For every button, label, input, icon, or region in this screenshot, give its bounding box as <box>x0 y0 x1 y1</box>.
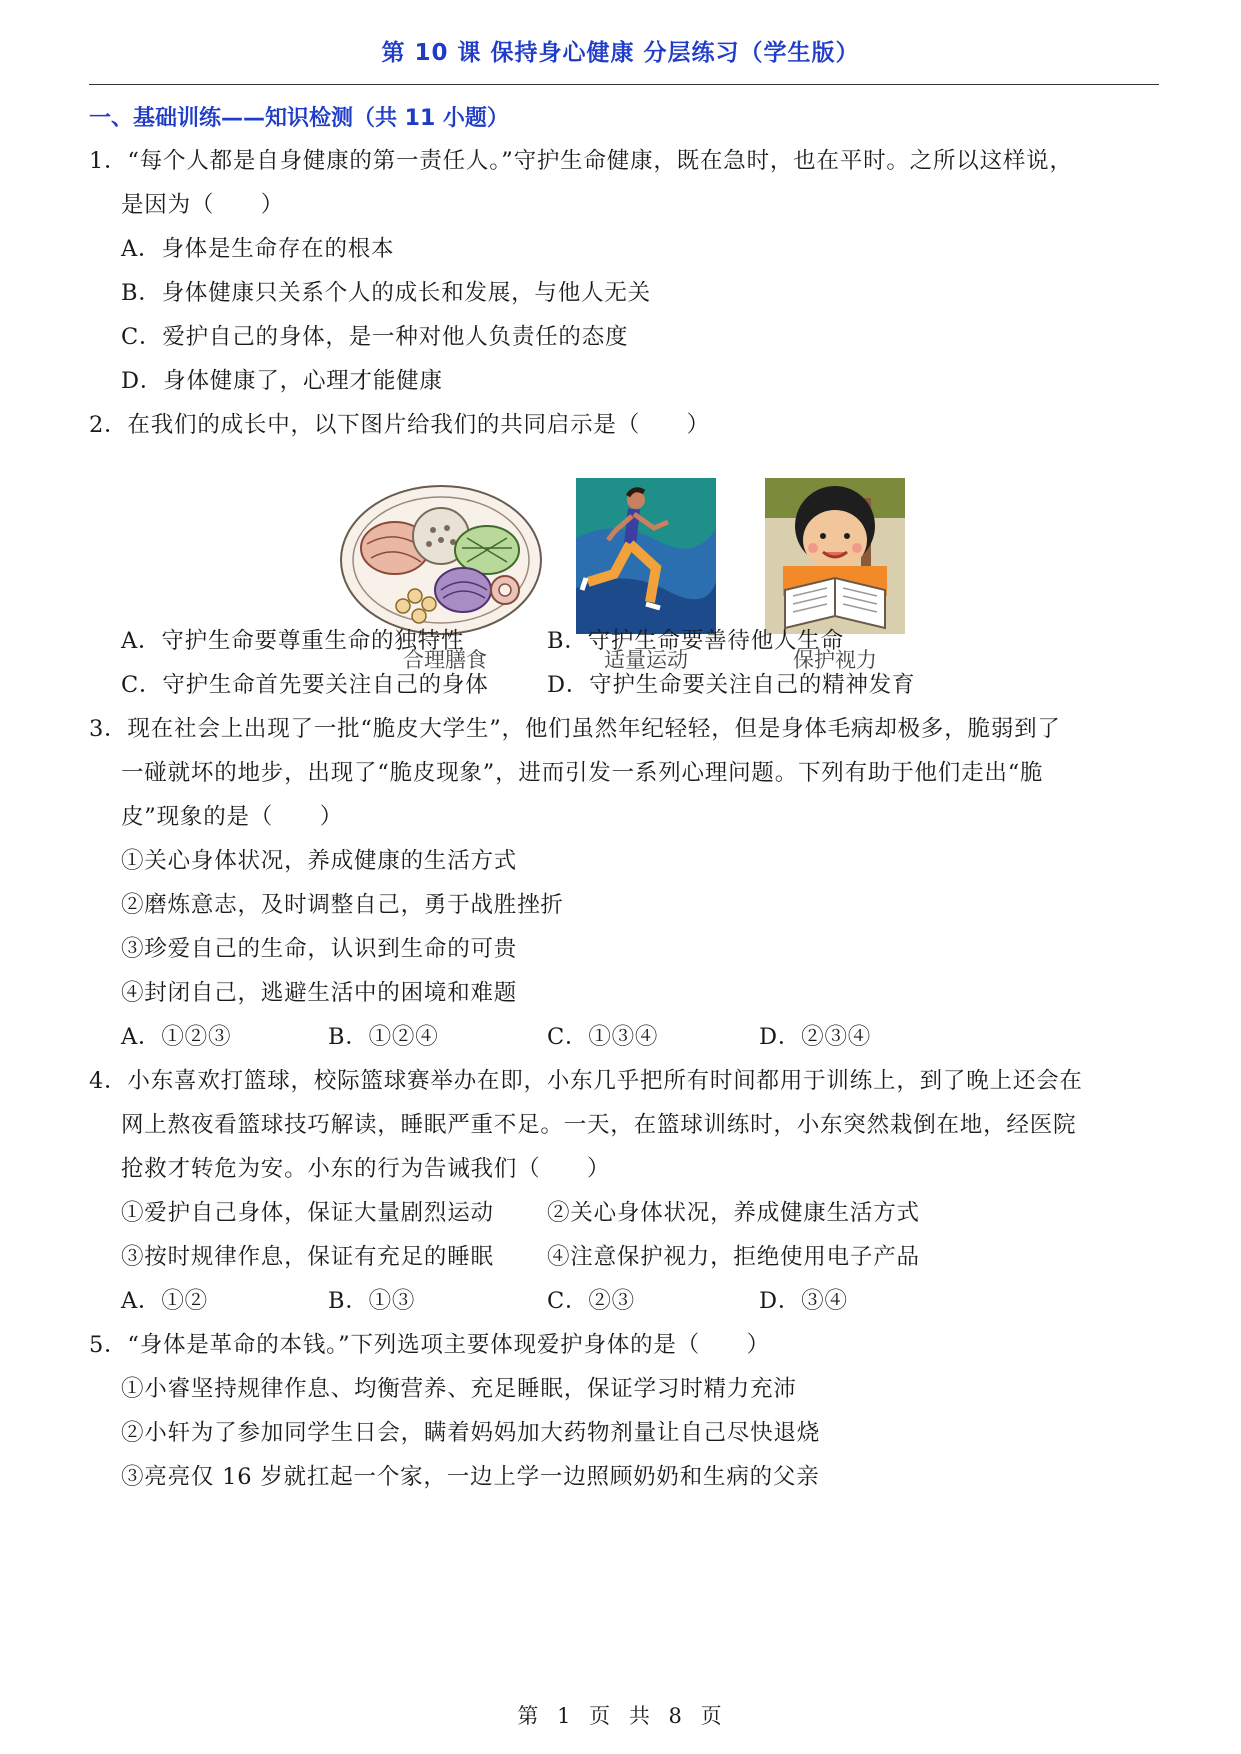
q1-stem-line2: 是因为（ ） <box>121 192 285 218</box>
q5-statement-2: ②小轩为了参加同学生日会，瞒着妈妈加大药物剂量让自己尽快退烧 <box>121 1420 821 1446</box>
q1-option-b: B．身体健康只关系个人的成长和发展，与他人无关 <box>121 280 651 306</box>
q3-stem-line3: 皮”现象的是（ ） <box>121 804 344 830</box>
q2-option-d: D．守护生命要关注自己的精神发育 <box>547 672 916 698</box>
q3-option-c: C．①③④ <box>547 1024 659 1050</box>
page-title: 第 10 课 保持身心健康 分层练习（学生版） <box>381 40 860 66</box>
q2-option-b: B．守护生命要善待他人生命 <box>547 628 844 654</box>
q1-option-c: C．爱护自己的身体，是一种对他人负责任的态度 <box>121 324 629 350</box>
q1-option-d: D．身体健康了，心理才能健康 <box>121 368 443 394</box>
q4-statement-4: ④注意保护视力，拒绝使用电子产品 <box>547 1244 920 1270</box>
footer-gong: 共 <box>628 1704 652 1728</box>
q4-option-d: D．③④ <box>759 1288 848 1314</box>
q3-option-a: A．①②③ <box>121 1024 232 1050</box>
q4-statement-1: ①爱护自己身体，保证大量剧烈运动 <box>121 1200 494 1226</box>
q1-option-a: A．身体是生命存在的根本 <box>121 236 395 262</box>
q4-stem-line2: 网上熬夜看篮球技巧解读，睡眠严重不足。一天，在篮球训练时，小东突然栽倒在地，经医院 <box>121 1112 1077 1138</box>
q4-option-c: C．②③ <box>547 1288 635 1314</box>
footer-ye: 页 <box>589 1704 613 1728</box>
q5-stem: 5．“身体是革命的本钱。”下列选项主要体现爱护身体的是（ ） <box>89 1332 770 1358</box>
moderate-exercise-image <box>576 478 716 638</box>
balanced-diet-image <box>337 478 545 647</box>
q4-stem-line3: 抢救才转危为安。小东的行为告诫我们（ ） <box>121 1156 611 1182</box>
q3-statement-3: ③珍爱自己的生命，认识到生命的可贵 <box>121 936 518 962</box>
q2-option-c: C．守护生命首先要关注自己的身体 <box>121 672 489 698</box>
q1-stem-line1: 1．“每个人都是自身健康的第一责任人。”守护生命健康，既在急时，也在平时。之所以这样说， <box>89 148 1073 174</box>
footer-page-number: 1 <box>557 1704 573 1728</box>
q2-stem: 2．在我们的成长中，以下图片给我们的共同启示是（ ） <box>89 412 710 438</box>
q5-statement-1: ①小睿坚持规律作息、均衡营养、充足睡眠，保证学习时精力充沛 <box>121 1376 797 1402</box>
q3-statement-4: ④封闭自己，逃避生活中的困境和难题 <box>121 980 518 1006</box>
footer-ye2: 页 <box>700 1704 724 1728</box>
q3-statement-2: ②磨炼意志，及时调整自己，勇于战胜挫折 <box>121 892 564 918</box>
q4-option-a: A．①② <box>121 1288 208 1314</box>
q5-statement-3: ③亮亮仅 16 岁就扛起一个家，一边上学一边照顾奶奶和生病的父亲 <box>121 1464 820 1490</box>
q2-option-a: A．守护生命要尊重生命的独特性 <box>121 628 465 654</box>
caption-protect-eyesight: 保护视力 <box>793 648 877 672</box>
q3-option-b: B．①②④ <box>328 1024 439 1050</box>
section-title: 一、基础训练——知识检测（共 11 小题） <box>89 106 509 131</box>
q4-statement-2: ②关心身体状况，养成健康生活方式 <box>547 1200 920 1226</box>
q3-stem-line2: 一碰就坏的地步，出现了“脆皮现象”，进而引发一系列心理问题。下列有助于他们走出“脆 <box>121 760 1044 786</box>
q4-stem-line1: 4．小东喜欢打篮球，校际篮球赛举办在即，小东几乎把所有时间都用于训练上，到了晚上还会在 <box>89 1068 1083 1094</box>
q3-stem-line1: 3．现在社会上出现了一批“脆皮大学生”，他们虽然年纪轻轻，但是身体毛病却极多，脆弱到了 <box>89 716 1061 742</box>
caption-balanced-diet: 合理膳食 <box>403 648 487 672</box>
caption-moderate-exercise: 适量运动 <box>604 648 688 672</box>
q3-statement-1: ①关心身体状况，养成健康的生活方式 <box>121 848 518 874</box>
page-footer <box>0 1700 1241 1730</box>
footer-total-pages: 8 <box>668 1704 684 1728</box>
footer-di: 第 <box>517 1704 541 1728</box>
q3-option-d: D．②③④ <box>759 1024 872 1050</box>
q4-statement-3: ③按时规律作息，保证有充足的睡眠 <box>121 1244 494 1270</box>
q4-option-b: B．①③ <box>328 1288 416 1314</box>
header-divider <box>89 84 1159 85</box>
protect-eyesight-image <box>765 478 905 638</box>
